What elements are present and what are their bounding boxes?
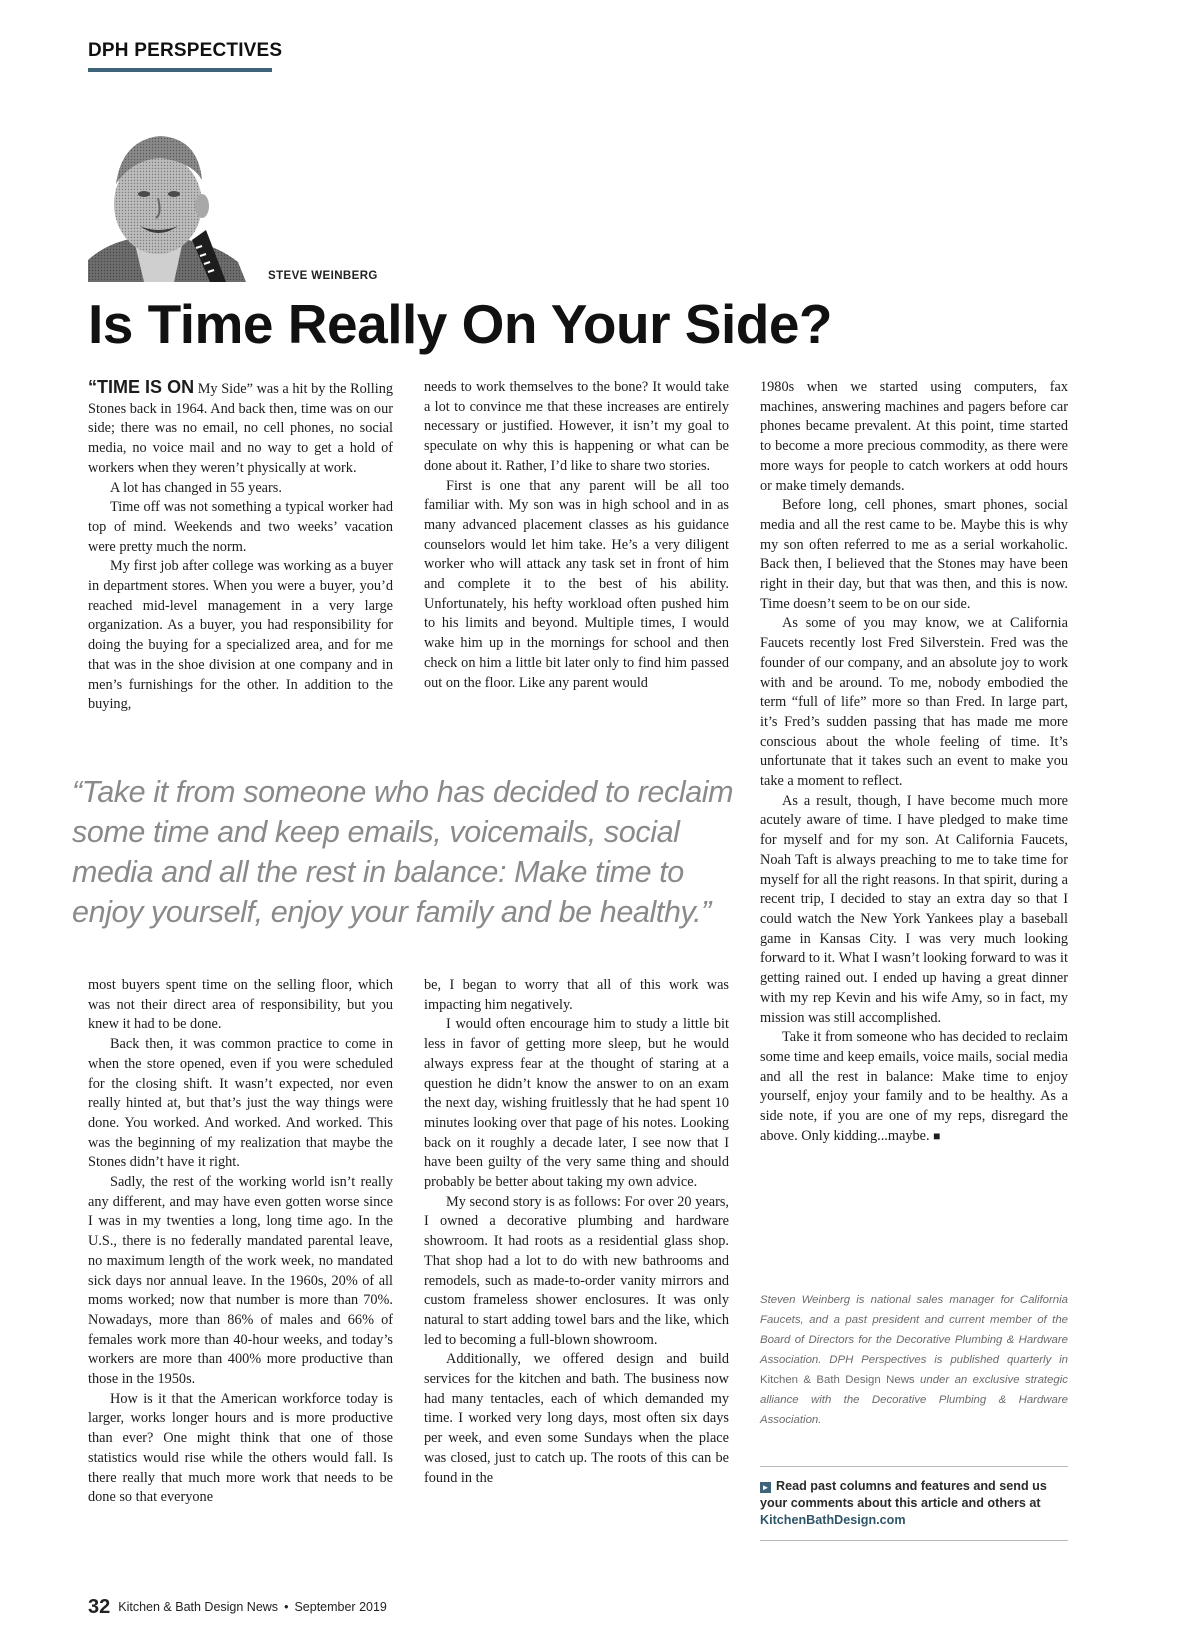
lead-in: “TIME IS ON xyxy=(88,377,195,397)
cta-text: Read past columns and features and send us your comments about this article and others at xyxy=(760,1479,1047,1510)
page-footer xyxy=(88,1596,387,1619)
paragraph: be, I began to worry that all of this work was impacting him negatively. xyxy=(424,977,729,1013)
paragraph: As a result, though, I have become much more acutely aware of time. I have pledged to make time for myself and for my son. At California Faucets, Noah Taft is always preaching to me to take time for myself for all the right reasons. In that spirit, during a recent trip, I decided to stay an extra day so that I could watch the New York Yankees play a baseball game in Kansas City. I was very much looking forward to it. What I wasn’t looking forward to was it getting rained out. I ended up having a great dinner with my rep Kevin and his wife Amy, so in fact, my mission was still accomplished. xyxy=(760,792,1068,1026)
section-rule xyxy=(88,68,272,72)
bio-text-end: under an exclusive strategic alliance with the Decorative Plumbing & Hardware Association. xyxy=(760,1374,1068,1426)
website-link[interactable]: KitchenBathDesign.com xyxy=(760,1513,906,1527)
paragraph: most buyers spent time on the selling floor, which was not their direct area of responsibility, but you knew it had to be done. xyxy=(88,977,393,1033)
end-mark-icon: ■ xyxy=(933,1128,941,1143)
column-2-top xyxy=(424,378,729,693)
page-number: 32 xyxy=(88,1596,111,1618)
paragraph: My first job after college was working as a buyer in department stores. When you were a buyer, you’d reached mid-level management in a very large organization. As a buyer, you had responsibility for doing the buying for a specialized area, and for me that was in the shoe division at one company and in men’s furnishings for the other. In addition to the buying, xyxy=(88,558,393,713)
separator: • xyxy=(284,1600,289,1614)
author-bio xyxy=(760,1290,1068,1430)
cta-bottom-divider xyxy=(760,1540,1068,1541)
cta-top-divider xyxy=(760,1466,1068,1467)
article-headline: Is Time Really On Your Side? xyxy=(88,293,833,355)
arrow-icon: ► xyxy=(761,1483,770,1492)
paragraph: Time off was not something a typical worker had top of mind. Weekends and two weeks’ vacation were pretty much the norm. xyxy=(88,499,393,555)
pull-quote: “Take it from someone who has decided to reclaim some time and keep emails, voicemails, social media and all the rest in balance: Make time to enjoy yourself, enjoy your family and be healthy.” xyxy=(72,775,734,929)
column-1-top xyxy=(88,378,393,715)
paragraph: Take it from someone who has decided to reclaim some time and keep emails, voice mails, social media and all the rest in balance: Make time to enjoy yourself, enjoy your family and to be healthy. As a side note, if you are one of my reps, disregard the above. Only kidding...maybe. xyxy=(760,1029,1068,1144)
paragraph: 1980s when we started using computers, fax machines, answering machines and pagers before car phones became prevalent. At this point, time started to become a more precious commodity, as there were more ways for people to catch workers at odd hours or make timely demands. xyxy=(760,379,1068,494)
paragraph: First is one that any parent will be all too familiar with. My son was in high school and in as many advanced placement classes as his guidance counselors would let him take. He’s a very diligent worker who will attack any task set in front of him and complete it to the best of his ability. Unfortunately, his hefty workload often pushed him to his limits and beyond. Multiple times, I would wake him up in the mornings for school and then check on him a little bit later only to find him passed out on the floor. Like any parent would xyxy=(424,477,729,691)
column-2-bottom xyxy=(424,976,729,1488)
paragraph: My Side” was a hit by the Rolling Stones back in 1964. And back then, time was on our side; there was no email, no cell phones, no social media, no voice mail and no way to get a hold of workers when they weren’t physically at work. xyxy=(88,381,393,476)
cta-box xyxy=(760,1478,1068,1529)
bio-publication: Kitchen & Bath Design News xyxy=(760,1374,915,1386)
bio-text: Steven Weinberg is national sales manager for California Faucets, and a past president and current member of the Board of Directors for the Decorative Plumbing & Hardware Association. DPH Perspectives is published quarterly in xyxy=(760,1294,1068,1366)
author-photo xyxy=(88,122,246,282)
lead-paragraph xyxy=(88,378,393,479)
paragraph: Sadly, the rest of the working world isn’t really any different, and may have even gotten worse since I was in my twenties a long, long time ago. In the U.S., there is no federally mandated parental leave, no maximum length of the work week, no mandated sick days nor annual leave. In the 1960s, 20% of all moms worked; now that number is more than 70%. Nowadays, more than 86% of males and 66% of females work more than 40-hour weeks, and today’s workers are more than 400% more productive than those in the 1950s. xyxy=(88,1174,393,1388)
section-title: DPH PERSPECTIVES xyxy=(88,40,283,61)
paragraph: I would often encourage him to study a little bit less in favor of getting more sleep, but he would always express fear at the thought of staring at a question he didn’t know the answer to on an exam the next day, wishing fruitlessly that he had spent 10 minutes looking over that page of his notes. Looking back on it roughly a decade later, I see now that I have been guilty of the very same thing and should probably be better about taking my own advice. xyxy=(424,1016,729,1191)
publication-name: Kitchen & Bath Design News xyxy=(118,1600,279,1614)
column-3 xyxy=(760,378,1068,1146)
paragraph: A lot has changed in 55 years. xyxy=(110,479,282,496)
author-byline: STEVE WEINBERG xyxy=(268,270,378,282)
paragraph: How is it that the American workforce today is larger, works longer hours and is more productive than ever? One might think that one of those statistics would rise while the others would fall. Is there really that much more work that needs to be done so that everyone xyxy=(88,1390,393,1506)
paragraph: needs to work themselves to the bone? It would take a lot to convince me that these increases are entirely necessary or justified. However, it isn’t my goal to speculate on why this is happening or what can be done about it. Rather, I’d like to share two stories. xyxy=(424,379,729,474)
paragraph: Additionally, we offered design and build services for the kitchen and bath. The business now had many tentacles, each of which demanded my time. I worked very long days, most often six days per week, and even some Sundays when the place was closed, just to catch up. The roots of this can be found in the xyxy=(424,1351,729,1486)
issue-date: September 2019 xyxy=(294,1600,387,1614)
paragraph: Back then, it was common practice to come in when the store opened, even if you were scheduled for the closing shift. It wasn’t expected, nor even really hinted at, but that’s just the way things were done. You worked. And worked. And worked. This was the beginning of my realization that maybe the Stones didn’t have it right. xyxy=(88,1036,393,1171)
closing-paragraph xyxy=(760,1028,1068,1146)
paragraph: As some of you may know, we at California Faucets recently lost Fred Silverstein. Fred was the founder of our company, and an absolute joy to work with and be around. To me, nobody embodied the term “full of life” more so than Fred. In large part, it’s Fred’s sudden passing that has made me more conscious about the whole feeling of time. It’s unfortunate that it takes such an event to make you take a moment to reflect. xyxy=(760,615,1068,790)
paragraph: My second story is as follows: For over 20 years, I owned a decorative plumbing and hardware showroom. It had roots as a residential glass shop. That shop had a lot to do with new bathrooms and remodels, such as made-to-order vanity mirrors and custom frameless shower enclosures. It was only natural to start adding towel bars and the like, which led to becoming a full-blown showroom. xyxy=(424,1193,729,1348)
column-1-bottom xyxy=(88,976,393,1508)
paragraph: Before long, cell phones, smart phones, social media and all the rest came to be. Maybe this is why my son often referred to me as a serial workaholic. Back then, I believed that the Stones may have been right in their day, but that was then, and this is now. Time doesn’t seem to be on our side. xyxy=(760,497,1068,612)
